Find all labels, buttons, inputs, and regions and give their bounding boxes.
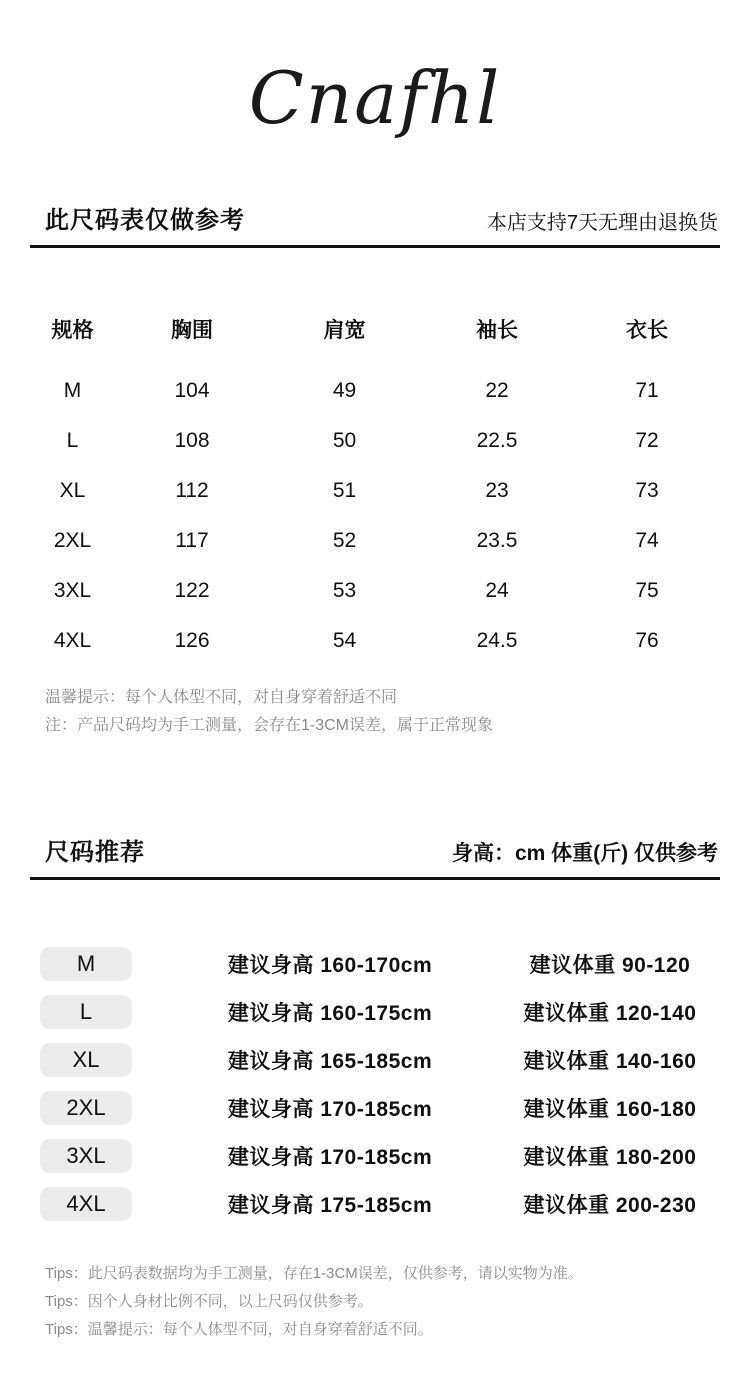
length-value: 74 [635,529,659,552]
column-header-sleeve: 袖长 [476,319,518,342]
size-table-tips [30,684,720,740]
return-policy-note: 本店支持7天无理由退换货 [486,212,718,234]
size-badge: XL [40,1043,132,1077]
suggested-weight: 建议体重 200-230 [523,1194,697,1217]
column-header-chest: 胸围 [171,319,213,342]
suggested-height: 建议身高 160-170cm [227,954,433,977]
tip-line: 温馨提示：每个人体型不同，对自身穿着舒适不同 [45,689,398,706]
chest-value: 108 [174,429,210,452]
size-badge: L [40,995,132,1029]
shoulder-value: 49 [332,379,357,402]
size-label: XL [59,479,86,502]
size-badge: 2XL [40,1091,132,1125]
tip-line: Tips：此尺码表数据均为手工测量，存在1-3CM误差，仅供参考，请以实物为准。 [45,1265,583,1282]
suggested-weight: 建议体重 160-180 [523,1098,697,1121]
chest-value: 126 [174,629,210,652]
suggested-weight: 建议体重 140-160 [523,1050,697,1073]
table-row-l [30,416,720,466]
suggested-height: 建议身高 170-185cm [227,1098,433,1121]
length-value: 71 [635,379,659,402]
size-label: L [66,429,79,452]
tip-line: Tips：因个人身材比例不同，以上尺码仅供参考。 [45,1293,373,1310]
suggested-height: 建议身高 165-185cm [227,1050,433,1073]
shoulder-value: 54 [332,629,357,652]
table-row-3xl [30,566,720,616]
size-table [30,318,720,666]
recommend-row-3xl [30,1132,720,1180]
bottom-tips [30,1260,720,1344]
size-table-header-row [30,318,720,344]
table-row-2xl [30,516,720,566]
size-badge: 4XL [40,1187,132,1221]
sleeve-value: 23 [485,479,509,502]
recommend-row-xl [30,1036,720,1084]
recommend-row-4xl [30,1180,720,1228]
suggested-weight: 建议体重 180-200 [523,1146,697,1169]
sleeve-value: 24 [485,579,509,602]
length-value: 73 [635,479,659,502]
sleeve-value: 22.5 [476,429,518,452]
size-label: 2XL [53,529,92,552]
chest-value: 122 [174,579,210,602]
tip-line: 注：产品尺码均为手工测量，会存在1-3CM误差，属于正常现象 [45,717,494,734]
table-row-4xl [30,616,720,666]
suggested-weight: 建议体重 120-140 [523,1002,697,1025]
recommend-row-m [30,940,720,988]
recommend-row-2xl [30,1084,720,1132]
height-weight-note: 身高：cm 体重(斤) 仅供参考 [451,842,718,865]
shoulder-value: 52 [332,529,357,552]
size-label: M [63,379,82,402]
shoulder-value: 50 [332,429,357,452]
chest-value: 112 [175,479,209,502]
shoulder-value: 51 [332,479,357,502]
size-label: 4XL [53,629,92,652]
column-header-shoulder: 肩宽 [323,319,366,342]
suggested-weight: 建议体重 90-120 [529,954,691,977]
length-value: 72 [635,429,659,452]
recommend-rows [30,940,720,1228]
chest-value: 104 [174,379,210,402]
sleeve-value: 24.5 [476,629,518,652]
size-table-title: 此尺码表仅做参考 [45,207,245,234]
brand-logo: Cnafhl [248,56,502,140]
length-value: 75 [635,579,659,602]
sleeve-value: 22 [485,379,509,402]
recommend-section-header [30,832,720,880]
suggested-height: 建议身高 175-185cm [227,1194,433,1217]
recommend-title: 尺码推荐 [45,839,145,866]
size-table-section-header [30,200,720,248]
size-label: 3XL [53,579,92,602]
tip-line: Tips：温馨提示：每个人体型不同，对自身穿着舒适不同。 [45,1321,433,1338]
size-badge: M [40,947,132,981]
recommend-row-l [30,988,720,1036]
table-row-m [30,366,720,416]
length-value: 76 [635,629,659,652]
chest-value: 117 [175,529,209,552]
table-row-xl [30,466,720,516]
column-header-spec: 规格 [51,319,94,342]
sleeve-value: 23.5 [476,529,518,552]
size-badge: 3XL [40,1139,132,1173]
suggested-height: 建议身高 160-175cm [227,1002,433,1025]
column-header-length: 衣长 [626,319,668,342]
suggested-height: 建议身高 170-185cm [227,1146,433,1169]
shoulder-value: 53 [332,579,357,602]
